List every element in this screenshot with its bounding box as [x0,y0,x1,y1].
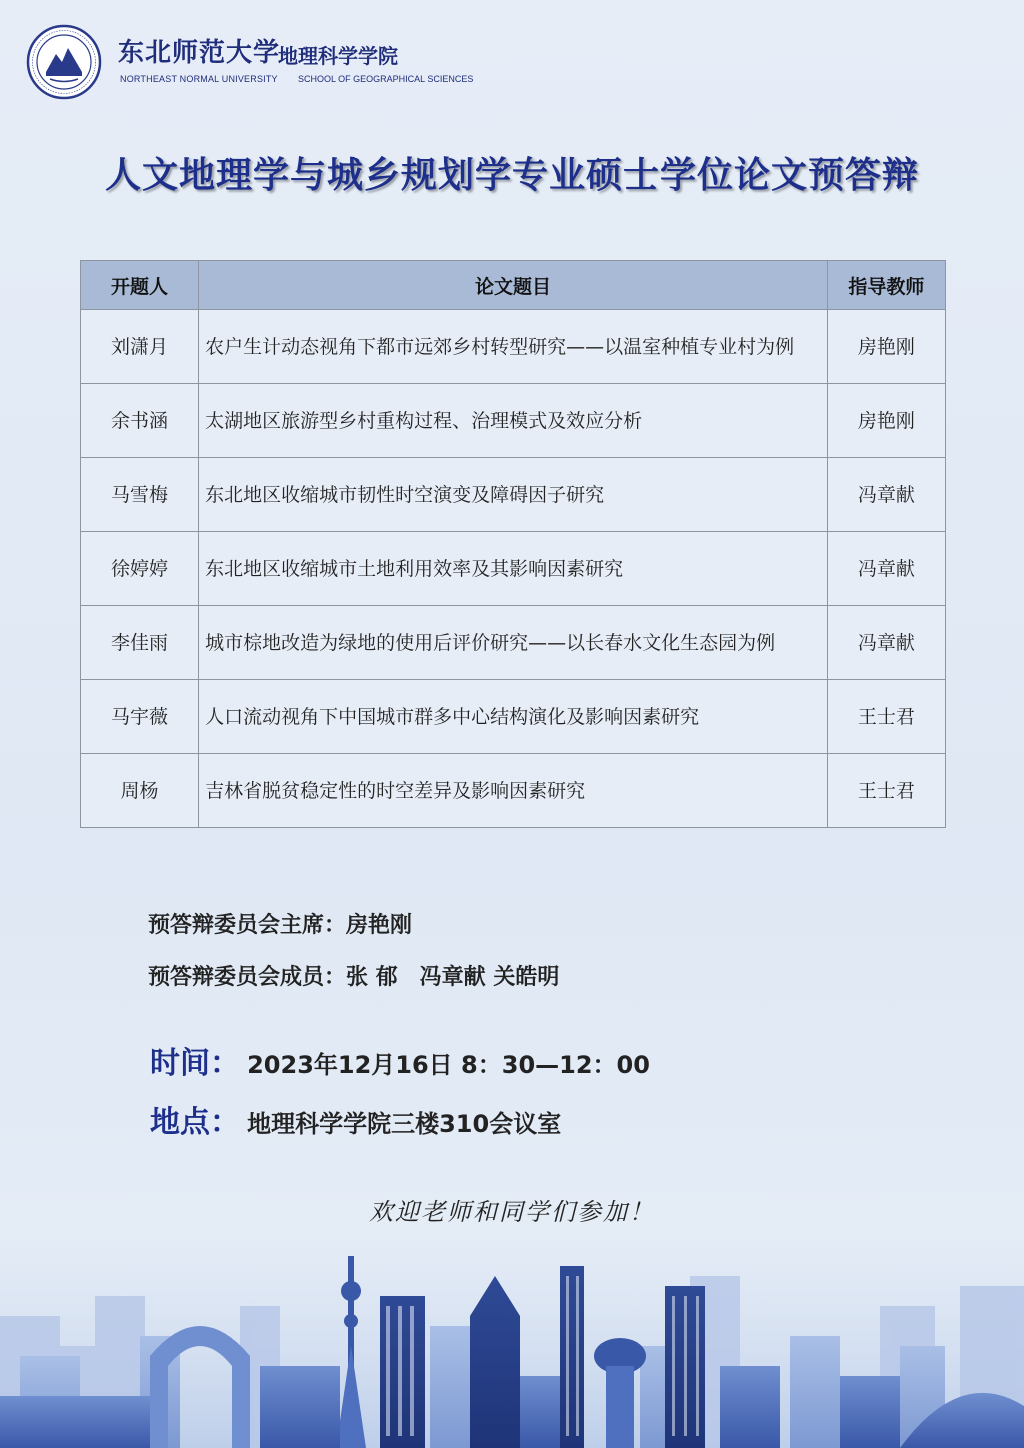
presenter-cell: 徐婷婷 [81,532,199,606]
advisor-cell: 冯章献 [827,532,945,606]
university-logo-block [26,24,474,104]
presenter-cell: 余书涵 [81,384,199,458]
committee-members: 预答辩委员会成员：张 郁 冯章献 关皓明 [148,965,560,990]
thesis-title-cell: 城市棕地改造为绿地的使用后评价研究——以长春水文化生态园为例 [199,606,828,680]
thesis-title-cell: 农户生计动态视角下都市远郊乡村转型研究——以温室种植专业村为例 [199,310,828,384]
page-title: 人文地理学与城乡规划学专业硕士学位论文预答辩 [104,155,919,196]
school-name-cn: 地理科学学院 [278,44,398,68]
presenter-cell: 周杨 [81,754,199,828]
header-presenter: 开题人 [81,261,199,310]
advisor-cell: 王士君 [827,680,945,754]
advisor-cell: 冯章献 [827,458,945,532]
welcome-message: 欢迎老师和同学们参加！ [369,1198,655,1226]
table-row [81,384,946,458]
thesis-title-cell: 东北地区收缩城市韧性时空演变及障碍因子研究 [199,458,828,532]
presenter-cell: 马宇薇 [81,680,199,754]
table-header-row [81,261,946,310]
table-row [81,310,946,384]
thesis-title-cell: 吉林省脱贫稳定性的时空差异及影响因素研究 [199,754,828,828]
place-value: 地理科学学院三楼310会议室 [247,1110,562,1138]
city-skyline-illustration [0,1236,1024,1448]
table-row [81,458,946,532]
time-value: 2023年12月16日 8：30—12：00 [247,1051,650,1079]
place-label: 地点： [150,1105,240,1140]
university-seal-icon [26,24,102,100]
header-thesis-title: 论文题目 [199,261,828,310]
table-row [81,680,946,754]
thesis-table [80,260,946,828]
advisor-cell: 王士君 [827,754,945,828]
presenter-cell: 马雪梅 [81,458,199,532]
school-name-en: SCHOOL OF GEOGRAPHICAL SCIENCES [298,74,474,84]
presenter-cell: 刘潇月 [81,310,199,384]
table-row [81,606,946,680]
advisor-cell: 房艳刚 [827,310,945,384]
committee-chair: 预答辩委员会主席：房艳刚 [148,913,413,938]
time-row [150,1038,650,1082]
table-row [81,754,946,828]
thesis-title-cell: 东北地区收缩城市土地利用效率及其影响因素研究 [199,532,828,606]
place-row [150,1097,561,1141]
university-name-cn: 东北师范大学 [118,38,281,68]
header-advisor: 指导教师 [827,261,945,310]
thesis-title-cell: 太湖地区旅游型乡村重构过程、治理模式及效应分析 [199,384,828,458]
presenter-cell: 李佳雨 [81,606,199,680]
time-label: 时间： [150,1046,240,1081]
university-name-en: NORTHEAST NORMAL UNIVERSITY [120,74,278,84]
table-row [81,532,946,606]
thesis-title-cell: 人口流动视角下中国城市群多中心结构演化及影响因素研究 [199,680,828,754]
advisor-cell: 冯章献 [827,606,945,680]
advisor-cell: 房艳刚 [827,384,945,458]
